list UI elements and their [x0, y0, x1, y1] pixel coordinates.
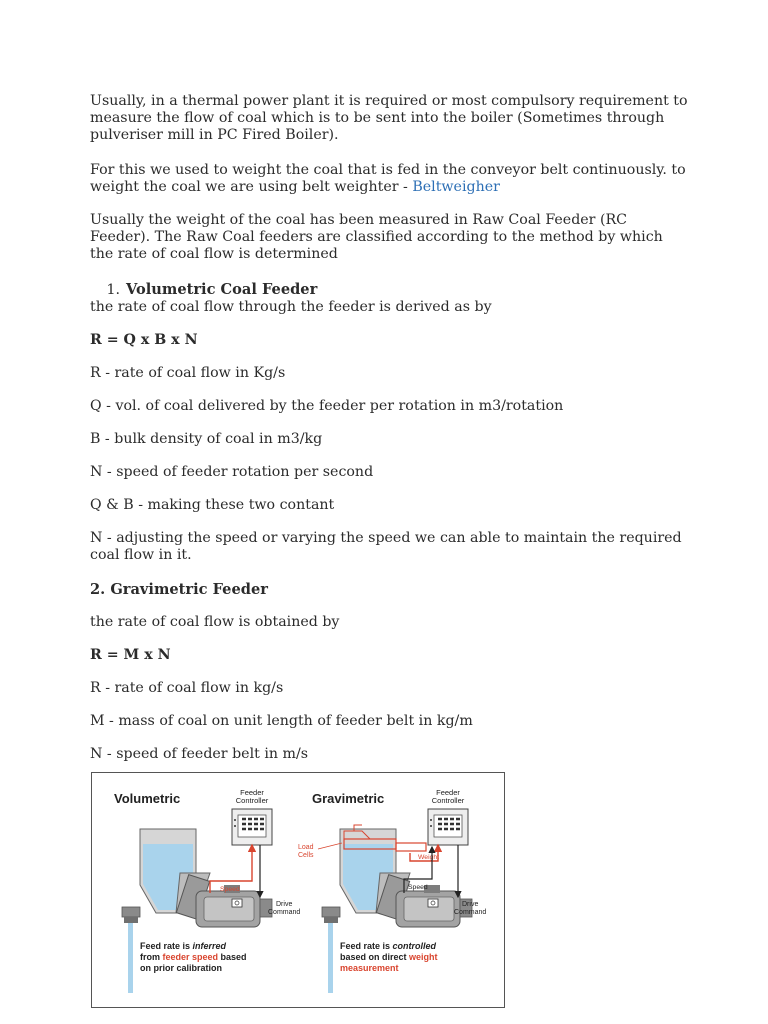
grav-drive-label: Drive — [462, 901, 479, 908]
load-label: Load — [298, 844, 314, 851]
gravimetric-panel — [298, 788, 486, 993]
grav-controller-label: Controller — [431, 796, 465, 805]
grav-feeder-label: Feeder — [436, 788, 460, 797]
gravimetric-formula: R = M x N — [90, 647, 171, 663]
intro-paragraph-2-text: For this we used to weight the coal that is fed in the conveyor belt continuously. to weight the coal we are using belt weighter - — [90, 162, 686, 195]
list-number: 1. — [106, 282, 120, 298]
cells-label: Cells — [298, 852, 314, 859]
gravimetric-controller — [428, 788, 468, 845]
vol-caption-line-1: Feed rate is inferred — [140, 941, 227, 951]
beltweigher-link[interactable]: Beltweigher — [412, 179, 500, 195]
vol-feeder-label: Feeder — [240, 788, 264, 797]
feeder-comparison-figure — [91, 772, 505, 1008]
gravimetric-heading: 2. Gravimetric Feeder — [90, 581, 268, 598]
volumetric-heading-text: Volumetric Coal Feeder — [126, 281, 318, 298]
volumetric-panel — [114, 788, 300, 993]
volumetric-controller — [232, 788, 272, 845]
gravimetric-caption — [340, 941, 438, 973]
volumetric-derived-text: the rate of coal flow through the feeder is derived as by — [90, 299, 492, 315]
volumetric-def-n: N - speed of feeder rotation per second — [90, 464, 374, 480]
intro-paragraph-1: Usually, in a thermal power plant it is required or most compulsory requirement to measure the flow of coal which is to be sent into the boiler (Sometimes through pulveriser mill in PC Fired Boiler). — [90, 93, 688, 143]
volumetric-def-b: B - bulk density of coal in m3/kg — [90, 431, 323, 447]
gravimetric-title: Gravimetric — [312, 791, 385, 806]
feeder-diagram — [92, 773, 506, 1009]
vol-drive-label: Drive — [276, 901, 293, 908]
intro-paragraph-3: Usually the weight of the coal has been measured in Raw Coal Feeder (RC Feeder). The Raw Coal feeders are classified according to the method by which the rate of coal flow is determined — [90, 212, 663, 262]
volumetric-heading — [90, 281, 690, 299]
gravimetric-def-r: R - rate of coal flow in kg/s — [90, 680, 284, 696]
gravimetric-def-m: M - mass of coal on unit length of feeder belt in kg/m — [90, 713, 473, 729]
volumetric-qb-note: Q & B - making these two contant — [90, 497, 335, 513]
intro-paragraph-2 — [90, 162, 690, 196]
grav-caption-line-2: based on direct weight — [340, 952, 438, 962]
vol-command-label: Command — [268, 909, 301, 916]
volumetric-formula: R = Q x B x N — [90, 332, 198, 348]
volumetric-def-r: R - rate of coal flow in Kg/s — [90, 365, 286, 381]
volumetric-caption — [140, 941, 247, 973]
vol-caption-line-2: from feeder speed based — [140, 952, 247, 962]
vol-speed-label: Speed — [220, 886, 240, 893]
grav-caption-line-3: measurement — [340, 963, 399, 973]
volumetric-outlet — [128, 923, 133, 993]
volumetric-n-note: N - adjusting the speed or varying the speed we can able to maintain the required coal flow in it. — [90, 530, 682, 563]
gravimetric-obtained-text: the rate of coal flow is obtained by — [90, 614, 340, 630]
volumetric-title: Volumetric — [114, 791, 181, 806]
vol-controller-label: Controller — [235, 796, 269, 805]
gravimetric-outlet — [328, 923, 333, 993]
grav-weight-label: Weight — [418, 854, 440, 861]
grav-speed-label: Speed — [408, 884, 428, 891]
vol-caption-line-3: on prior calibration — [140, 963, 223, 973]
volumetric-def-q: Q - vol. of coal delivered by the feeder per rotation in m3/rotation — [90, 398, 564, 414]
gravimetric-def-n: N - speed of feeder belt in m/s — [90, 746, 309, 762]
grav-caption-line-1: Feed rate is controlled — [340, 941, 437, 951]
grav-command-label: Command — [454, 909, 487, 916]
